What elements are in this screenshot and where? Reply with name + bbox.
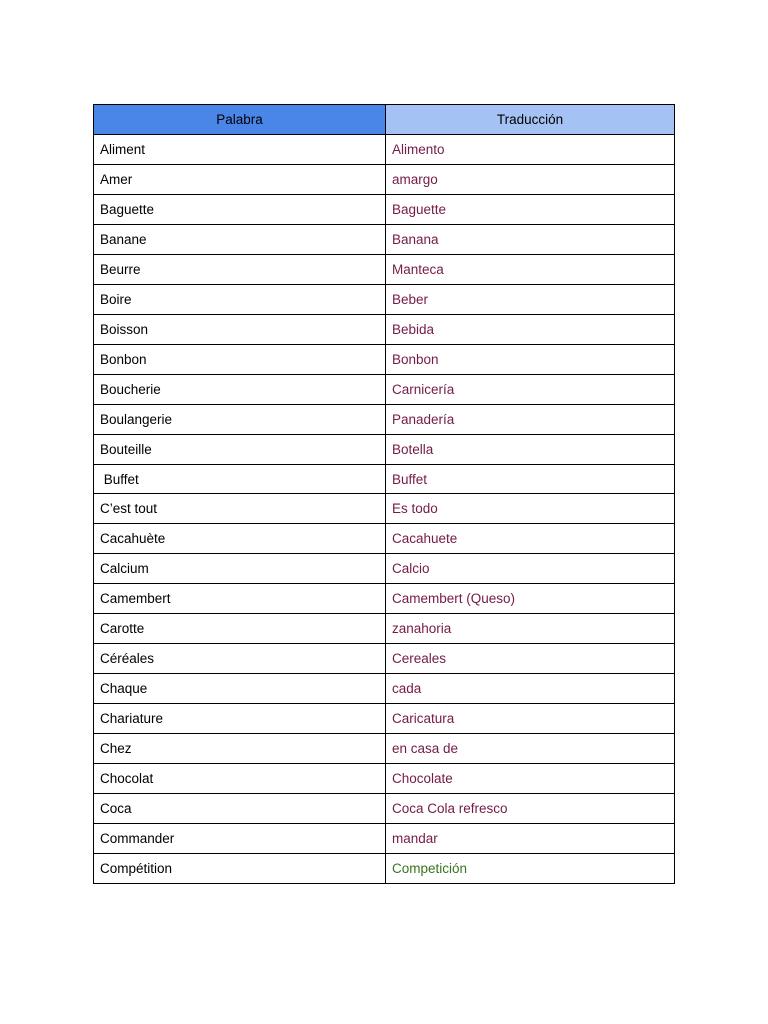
word-cell: Calcium	[94, 554, 386, 584]
word-cell: Carotte	[94, 614, 386, 644]
word-cell: Buffet	[94, 465, 386, 494]
word-cell: Bouteille	[94, 435, 386, 465]
translation-cell: Carnicería	[386, 375, 675, 405]
word-cell: Boucherie	[94, 375, 386, 405]
table-row	[94, 405, 675, 435]
translation-cell: zanahoria	[386, 614, 675, 644]
table-row	[94, 674, 675, 704]
translation-cell: Buffet	[386, 465, 675, 494]
translation-cell: Baguette	[386, 195, 675, 225]
table-row	[94, 494, 675, 524]
translation-cell: Bebida	[386, 315, 675, 345]
word-cell: Coca	[94, 794, 386, 824]
word-cell: Boire	[94, 285, 386, 315]
table-row	[94, 704, 675, 734]
header-translation: Traducción	[386, 105, 675, 135]
table-row	[94, 644, 675, 674]
translation-cell: Competición	[386, 854, 675, 884]
table-header-row	[94, 105, 675, 135]
table-row	[94, 854, 675, 884]
translation-cell: Chocolate	[386, 764, 675, 794]
header-word: Palabra	[94, 105, 386, 135]
word-cell: Chariature	[94, 704, 386, 734]
table-row	[94, 554, 675, 584]
translation-cell: Panadería	[386, 405, 675, 435]
translation-cell: Es todo	[386, 494, 675, 524]
table-row	[94, 165, 675, 195]
translation-cell: Banana	[386, 225, 675, 255]
word-cell: Aliment	[94, 135, 386, 165]
translation-cell: Caricatura	[386, 704, 675, 734]
word-cell: Beurre	[94, 255, 386, 285]
word-cell: Baguette	[94, 195, 386, 225]
table-row	[94, 435, 675, 465]
table-row	[94, 465, 675, 494]
table-row	[94, 764, 675, 794]
vocabulary-table	[93, 104, 675, 884]
table-row	[94, 225, 675, 255]
table-row	[94, 375, 675, 405]
translation-cell: Calcio	[386, 554, 675, 584]
table-row	[94, 345, 675, 375]
word-cell: C’est tout	[94, 494, 386, 524]
translation-cell: Beber	[386, 285, 675, 315]
table-row	[94, 614, 675, 644]
translation-cell: Manteca	[386, 255, 675, 285]
word-cell: Camembert	[94, 584, 386, 614]
table-row	[94, 524, 675, 554]
table-row	[94, 794, 675, 824]
translation-cell: Cacahuete	[386, 524, 675, 554]
table-row	[94, 285, 675, 315]
translation-cell: Bonbon	[386, 345, 675, 375]
table-row	[94, 195, 675, 225]
translation-cell: cada	[386, 674, 675, 704]
translation-cell: en casa de	[386, 734, 675, 764]
table-row	[94, 315, 675, 345]
translation-cell: Coca Cola refresco	[386, 794, 675, 824]
word-cell: Boisson	[94, 315, 386, 345]
table-row	[94, 824, 675, 854]
table-body	[94, 135, 675, 884]
translation-cell: amargo	[386, 165, 675, 195]
table-row	[94, 135, 675, 165]
word-cell: Commander	[94, 824, 386, 854]
translation-cell: Cereales	[386, 644, 675, 674]
translation-cell: Alimento	[386, 135, 675, 165]
word-cell: Chez	[94, 734, 386, 764]
word-cell: Chocolat	[94, 764, 386, 794]
table-row	[94, 255, 675, 285]
word-cell: Cacahuète	[94, 524, 386, 554]
word-cell: Banane	[94, 225, 386, 255]
word-cell: Boulangerie	[94, 405, 386, 435]
word-cell: Chaque	[94, 674, 386, 704]
translation-cell: Camembert (Queso)	[386, 584, 675, 614]
translation-cell: Botella	[386, 435, 675, 465]
translation-cell: mandar	[386, 824, 675, 854]
word-cell: Compétition	[94, 854, 386, 884]
table-row	[94, 584, 675, 614]
word-cell: Bonbon	[94, 345, 386, 375]
word-cell: Céréales	[94, 644, 386, 674]
word-cell: Amer	[94, 165, 386, 195]
table-row	[94, 734, 675, 764]
